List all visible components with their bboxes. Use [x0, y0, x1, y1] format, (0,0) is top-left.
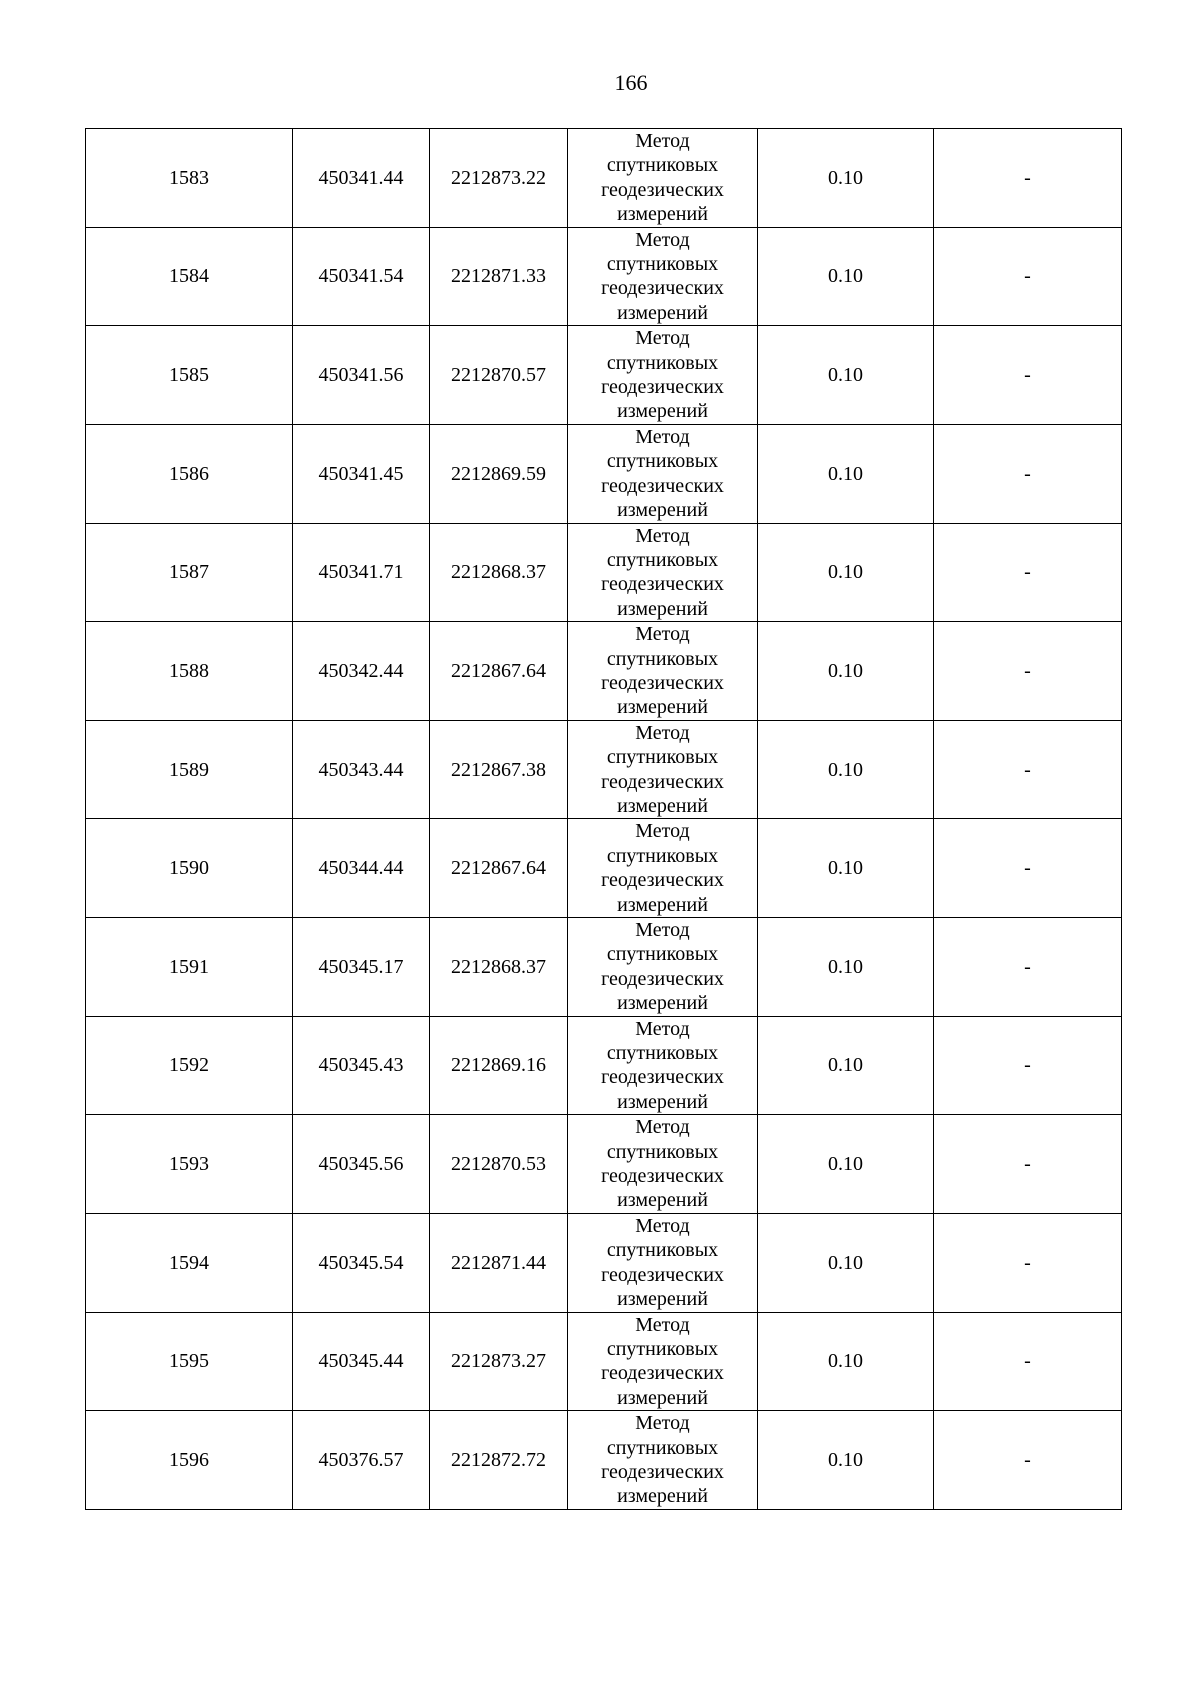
method-line: Метод [635, 919, 690, 941]
method-line: измерений [617, 400, 708, 423]
point-number-cell: 1591 [86, 918, 293, 1017]
note-cell: - [934, 523, 1122, 622]
note-cell: - [934, 622, 1122, 721]
method-line: измерений [617, 1485, 708, 1508]
table-row [86, 622, 1122, 721]
point-number-cell: 1589 [86, 720, 293, 819]
method-line: измерений [617, 1386, 708, 1409]
method-line: измерений [617, 1090, 708, 1113]
note-cell: - [934, 918, 1122, 1017]
method-cell [568, 1312, 758, 1411]
method-line: спутниковых [606, 1140, 719, 1163]
table-row [86, 523, 1122, 622]
note-cell: - [934, 1016, 1122, 1115]
method-line: Метод [635, 820, 690, 843]
method-line: измерений [617, 992, 708, 1015]
method-line: измерений [617, 203, 708, 226]
accuracy-cell: 0.10 [758, 1115, 934, 1214]
y-coordinate-cell: 2212870.53 [430, 1115, 568, 1214]
method-line: спутниковых [606, 844, 719, 867]
accuracy-cell: 0.10 [758, 1213, 934, 1312]
point-number-cell: 1594 [86, 1213, 293, 1312]
table-row [86, 1016, 1122, 1115]
method-cell [568, 523, 758, 622]
note-cell: - [934, 1312, 1122, 1411]
method-line: измерений [617, 301, 708, 324]
point-number-cell: 1586 [86, 424, 293, 523]
x-coordinate-cell: 450376.57 [293, 1411, 430, 1510]
method-line: геодезических [601, 474, 724, 497]
note-cell: - [934, 227, 1122, 326]
method-line: Метод [635, 327, 690, 350]
x-coordinate-cell: 450341.71 [293, 523, 430, 622]
method-line: Метод [635, 623, 690, 646]
method-cell [568, 1213, 758, 1312]
table-row [86, 720, 1122, 819]
method-line: геодезических [601, 671, 724, 694]
y-coordinate-cell: 2212873.22 [430, 129, 568, 228]
method-cell [568, 819, 758, 918]
method-line: измерений [617, 499, 708, 522]
x-coordinate-cell: 450343.44 [293, 720, 430, 819]
y-coordinate-cell: 2212871.33 [430, 227, 568, 326]
accuracy-cell: 0.10 [758, 918, 934, 1017]
method-line: геодезических [601, 376, 724, 399]
accuracy-cell: 0.10 [758, 819, 934, 918]
method-line: Метод [635, 721, 690, 744]
point-number-cell: 1592 [86, 1016, 293, 1115]
method-line: спутниковых [606, 548, 719, 571]
y-coordinate-cell: 2212873.27 [430, 1312, 568, 1411]
note-cell: - [934, 819, 1122, 918]
method-cell [568, 1016, 758, 1115]
point-number-cell: 1585 [86, 326, 293, 425]
method-line: спутниковых [606, 351, 719, 374]
table-row [86, 326, 1122, 425]
point-number-cell: 1595 [86, 1312, 293, 1411]
method-line: Метод [635, 425, 690, 448]
method-line: геодезических [601, 1263, 724, 1286]
method-line: Метод [635, 1017, 690, 1040]
x-coordinate-cell: 450345.17 [293, 918, 430, 1017]
point-number-cell: 1587 [86, 523, 293, 622]
method-line: геодезических [601, 178, 724, 201]
y-coordinate-cell: 2212868.37 [430, 918, 568, 1017]
y-coordinate-cell: 2212872.72 [430, 1411, 568, 1510]
coordinates-table-body [86, 129, 1122, 1510]
x-coordinate-cell: 450341.44 [293, 129, 430, 228]
method-line: спутниковых [606, 1042, 719, 1065]
method-line: геодезических [601, 277, 724, 300]
method-line: геодезических [601, 1165, 724, 1188]
table-row [86, 1115, 1122, 1214]
point-number-cell: 1593 [86, 1115, 293, 1214]
y-coordinate-cell: 2212867.38 [430, 720, 568, 819]
method-cell [568, 622, 758, 721]
note-cell: - [934, 424, 1122, 523]
point-number-cell: 1584 [86, 227, 293, 326]
table-row [86, 918, 1122, 1017]
y-coordinate-cell: 2212867.64 [430, 819, 568, 918]
method-line: спутниковых [606, 1436, 719, 1459]
x-coordinate-cell: 450341.56 [293, 326, 430, 425]
accuracy-cell: 0.10 [758, 720, 934, 819]
x-coordinate-cell: 450345.54 [293, 1213, 430, 1312]
point-number-cell: 1596 [86, 1411, 293, 1510]
y-coordinate-cell: 2212869.59 [430, 424, 568, 523]
method-cell [568, 227, 758, 326]
accuracy-cell: 0.10 [758, 1312, 934, 1411]
method-line: геодезических [601, 967, 724, 990]
x-coordinate-cell: 450345.43 [293, 1016, 430, 1115]
method-line: геодезических [601, 1362, 724, 1385]
accuracy-cell: 0.10 [758, 326, 934, 425]
table-row [86, 129, 1122, 228]
method-line: геодезических [601, 1066, 724, 1089]
y-coordinate-cell: 2212871.44 [430, 1213, 568, 1312]
method-line: измерений [617, 1189, 708, 1212]
table-row [86, 1411, 1122, 1510]
method-line: спутниковых [606, 1337, 719, 1360]
note-cell: - [934, 1411, 1122, 1510]
method-line: Метод [635, 1313, 690, 1336]
method-line: измерений [617, 794, 708, 817]
table-row [86, 819, 1122, 918]
accuracy-cell: 0.10 [758, 622, 934, 721]
method-cell [568, 129, 758, 228]
y-coordinate-cell: 2212867.64 [430, 622, 568, 721]
method-line: геодезических [601, 573, 724, 596]
x-coordinate-cell: 450341.54 [293, 227, 430, 326]
accuracy-cell: 0.10 [758, 1411, 934, 1510]
accuracy-cell: 0.10 [758, 129, 934, 228]
note-cell: - [934, 1115, 1122, 1214]
method-line: измерений [617, 1288, 708, 1311]
page-number: 166 [614, 70, 648, 95]
method-line: спутниковых [606, 746, 719, 769]
method-line: геодезических [601, 1460, 724, 1483]
method-cell [568, 1411, 758, 1510]
note-cell: - [934, 326, 1122, 425]
table-row [86, 1312, 1122, 1411]
method-line: измерений [617, 696, 708, 719]
y-coordinate-cell: 2212870.57 [430, 326, 568, 425]
y-coordinate-cell: 2212869.16 [430, 1016, 568, 1115]
point-number-cell: 1588 [86, 622, 293, 721]
x-coordinate-cell: 450345.44 [293, 1312, 430, 1411]
method-cell [568, 326, 758, 425]
method-line: Метод [635, 1412, 690, 1435]
method-line: спутниковых [606, 1239, 719, 1262]
method-line: спутниковых [606, 253, 719, 276]
method-line: Метод [635, 524, 690, 547]
method-cell [568, 720, 758, 819]
y-coordinate-cell: 2212868.37 [430, 523, 568, 622]
note-cell: - [934, 720, 1122, 819]
x-coordinate-cell: 450341.45 [293, 424, 430, 523]
note-cell: - [934, 129, 1122, 228]
method-line: спутниковых [606, 647, 719, 670]
table-row [86, 424, 1122, 523]
method-line: геодезических [601, 770, 724, 793]
method-line: спутниковых [606, 943, 719, 966]
x-coordinate-cell: 450345.56 [293, 1115, 430, 1214]
accuracy-cell: 0.10 [758, 1016, 934, 1115]
method-line: измерений [617, 893, 708, 916]
method-line: Метод [635, 1214, 690, 1237]
table-row [86, 227, 1122, 326]
note-cell: - [934, 1213, 1122, 1312]
point-number-cell: 1583 [86, 129, 293, 228]
method-cell [568, 424, 758, 523]
x-coordinate-cell: 450344.44 [293, 819, 430, 918]
method-cell [568, 918, 758, 1017]
method-line: измерений [617, 597, 708, 620]
accuracy-cell: 0.10 [758, 523, 934, 622]
point-number-cell: 1590 [86, 819, 293, 918]
method-line: спутниковых [606, 154, 719, 177]
method-line: спутниковых [606, 450, 719, 473]
x-coordinate-cell: 450342.44 [293, 622, 430, 721]
coordinates-table [85, 128, 1122, 1510]
method-line: Метод [635, 1116, 690, 1139]
table-row [86, 1213, 1122, 1312]
method-line: геодезических [601, 869, 724, 892]
method-cell [568, 1115, 758, 1214]
method-line: Метод [635, 130, 690, 152]
accuracy-cell: 0.10 [758, 227, 934, 326]
method-line: Метод [635, 228, 690, 251]
accuracy-cell: 0.10 [758, 424, 934, 523]
